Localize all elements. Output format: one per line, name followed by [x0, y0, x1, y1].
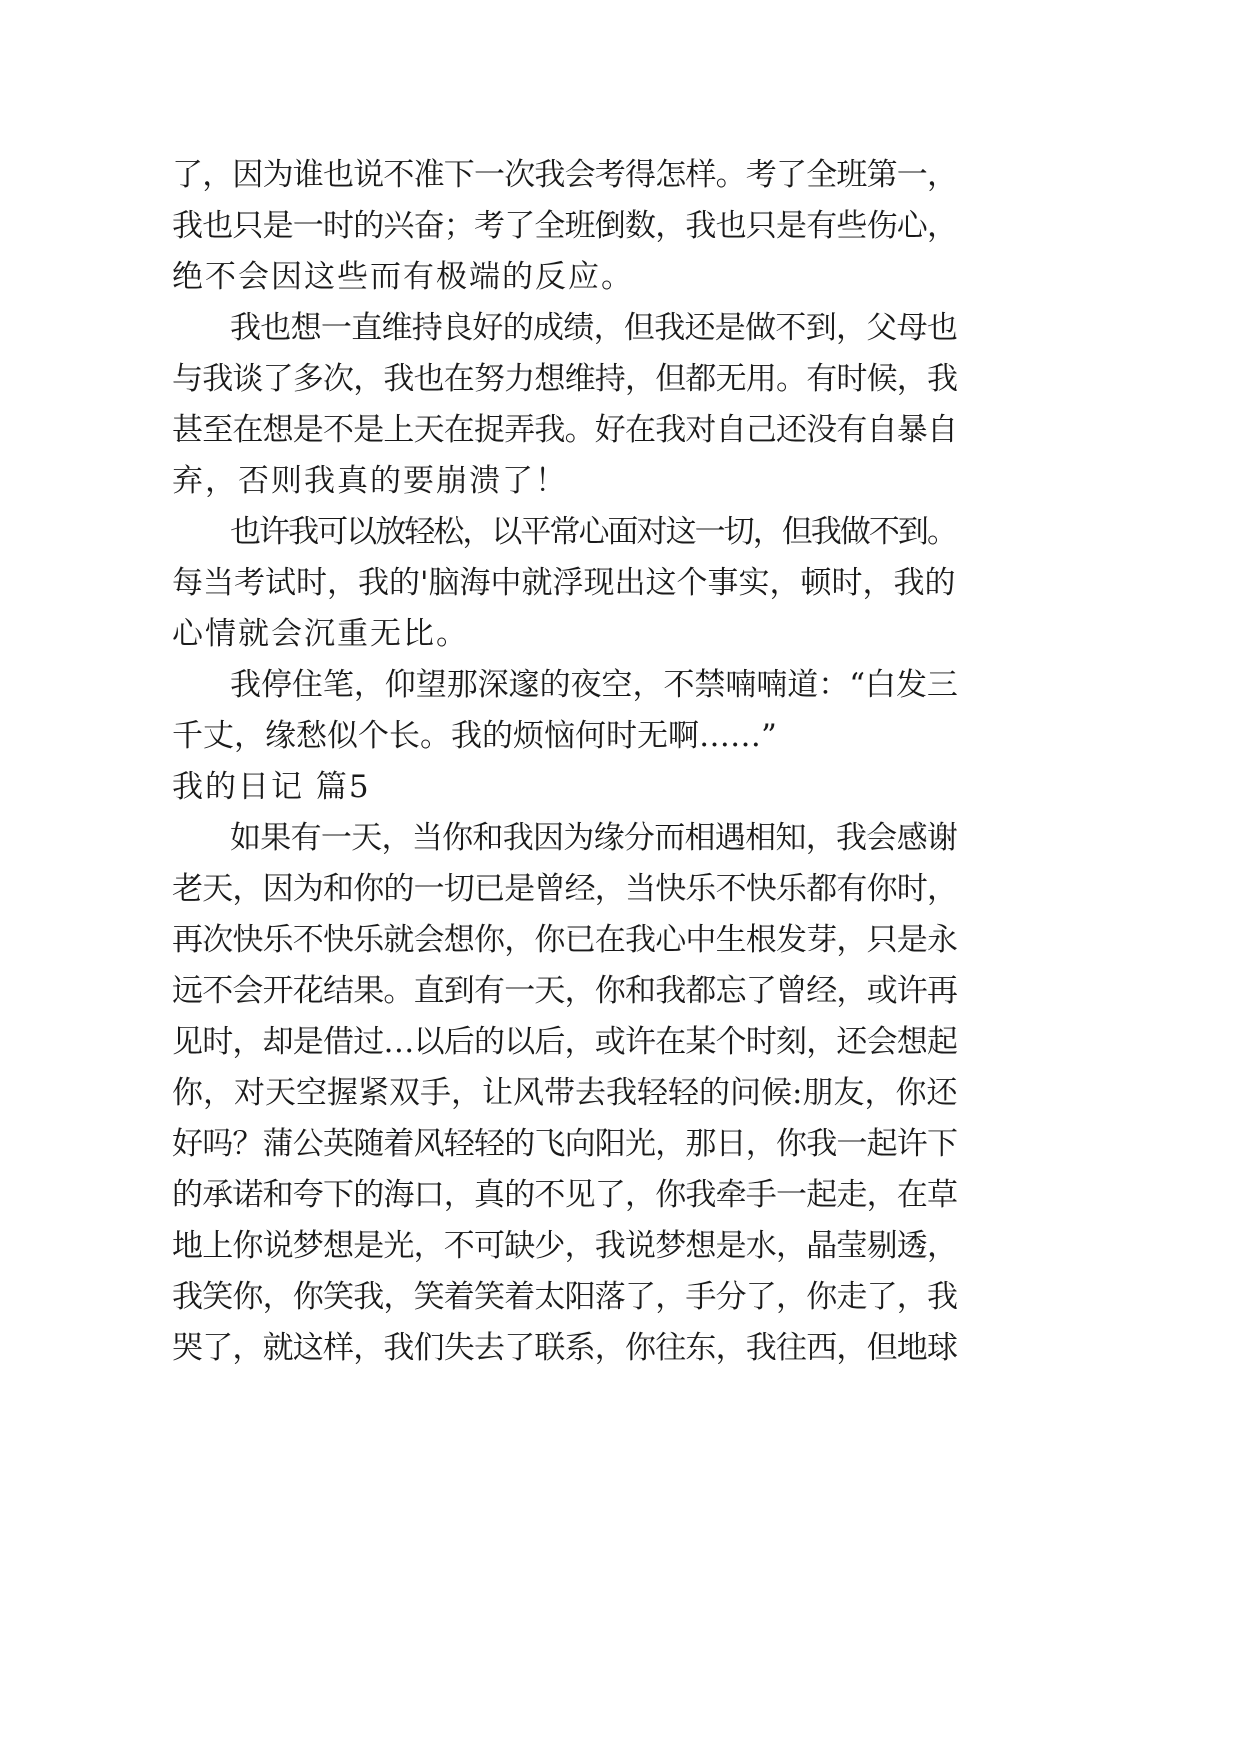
text-line: 你，对天空握紧双手，让风带去我轻轻的问候:朋友，你还 [172, 1075, 958, 1111]
text-line: 我也只是一时的兴奋；考了全班倒数，我也只是有些伤心， [172, 208, 958, 244]
paragraph-first-line: 如果有一天，当你和我因为缘分而相遇相知，我会感谢 [230, 820, 958, 856]
paragraph-first-line: 我也想一直维持良好的成绩，但我还是做不到，父母也 [230, 310, 958, 346]
text-line: 再次快乐不快乐就会想你，你已在我心中生根发芽，只是永 [172, 922, 958, 958]
text-line: 的承诺和夸下的海口，真的不见了，你我牵手一起走，在草 [172, 1177, 958, 1213]
text-line: 我笑你，你笑我，笑着笑着太阳落了，手分了，你走了，我 [172, 1279, 958, 1315]
text-line: 甚至在想是不是上天在捉弄我。好在我对自己还没有自暴自 [172, 412, 958, 448]
text-line: 地上你说梦想是光，不可缺少，我说梦想是水，晶莹剔透， [172, 1228, 958, 1264]
text-line: 好吗？蒲公英随着风轻轻的飞向阳光，那日，你我一起许下 [172, 1126, 958, 1162]
paragraph-first-line: 我停住笔，仰望那深邃的夜空，不禁喃喃道：“白发三 [230, 667, 958, 703]
text-line: 老天，因为和你的一切已是曾经，当快乐不快乐都有你时， [172, 871, 958, 907]
section-heading: 我的日记 篇5 [172, 769, 371, 805]
text-line: 绝不会因这些而有极端的反应。 [172, 259, 634, 295]
paragraph-first-line: 也许我可以放轻松，以平常心面对这一切，但我做不到。 [230, 514, 956, 550]
text-line: 远不会开花结果。直到有一天，你和我都忘了曾经，或许再 [172, 973, 958, 1009]
text-line: 弃，否则我真的要崩溃了！ [172, 463, 568, 499]
text-line: 了，因为谁也说不准下一次我会考得怎样。考了全班第一， [172, 157, 958, 193]
text-line: 心情就会沉重无比。 [172, 616, 469, 652]
text-line: 每当考试时，我的'脑海中就浮现出这个事实，顿时，我的 [172, 565, 956, 601]
text-line: 千丈，缘愁似个长。我的烦恼何时无啊……” [172, 718, 777, 754]
text-line: 与我谈了多次，我也在努力想维持，但都无用。有时候，我 [172, 361, 958, 397]
text-line: 见时，却是借过…以后的以后，或许在某个时刻，还会想起 [172, 1024, 958, 1060]
text-line: 哭了，就这样，我们失去了联系，你往东，我往西，但地球 [172, 1330, 958, 1366]
